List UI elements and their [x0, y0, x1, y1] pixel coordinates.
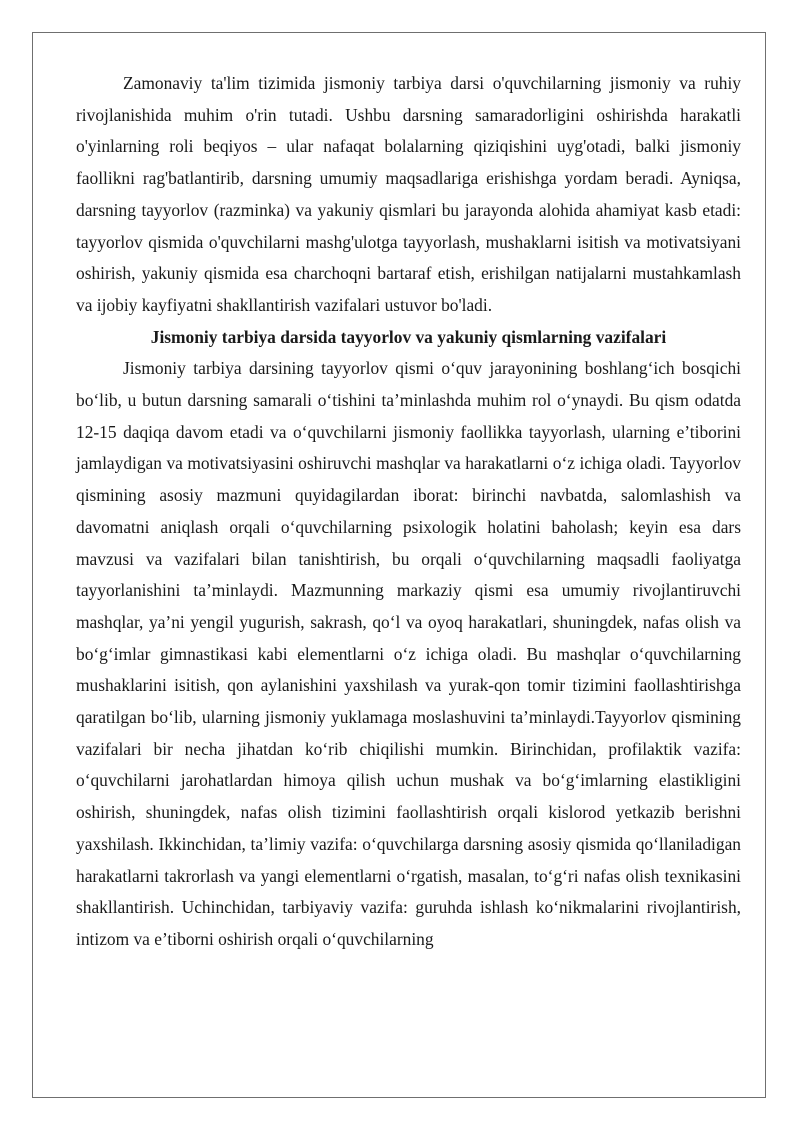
body-paragraph: Jismoniy tarbiya darsining tayyorlov qismi o‘quv jarayonining boshlang‘ich bosqichi bo‘lib, u butun darsning samarali o‘tishini ta’minlashda muhim rol o‘ynaydi. Bu qism odatda 12-15 daqiqa davom etadi va o‘quvchilarni jismoniy faollikka tayyorlash, ularning e’tiborini jamlaydigan va motivatsiyasini oshiruvchi mashqlar va harakatlarni o‘z ichiga oladi. Tayyorlov qismining asosiy mazmuni quyidagilardan iborat: birinchi navbatda, salomlashish va davomatni aniqlash orqali o‘quvchilarning psixologik holatini baholash; keyin esa dars mavzusi va vazifalari bilan tanishtirish, bu orqali o‘quvchilarning maqsadli faoliyatga tayyorlanishini ta’minlaydi. Mazmunning markaziy qismi esa umumiy rivojlantiruvchi mashqlar, ya’ni yengil yugurish, sakrash, qo‘l va oyoq harakatlari, shuningdek, nafas olish va bo‘g‘imlar gimnastikasi kabi elementlarni o‘z ichiga oladi. Bu mashqlar o‘quvchilarning mushaklarini isitish, qon aylanishini yaxshilash va yurak-qon tomir tizimini faollashtirishga qaratilgan bo‘lib, ularning jismoniy yuklamaga moslashuvini ta’minlaydi.Tayyorlov qismining vazifalari bir necha jihatdan ko‘rib chiqilishi mumkin. Birinchidan, profilaktik vazifa: o‘quvchilarni jarohatlardan himoya qilish uchun mushak va bo‘g‘imlarning elastikligini oshirish, shuningdek, nafas olish tizimini faollashtirish orqali kislorod yetkazib berishni yaxshilash. Ikkinchidan, ta’limiy vazifa: o‘quvchilarga darsning asosiy qismida qo‘llaniladigan harakatlarni takrorlash va yangi elementlarni o‘rgatish, masalan, to‘g‘ri nafas olish texnikasini shakllantirish. Uchinchidan, tarbiyaviy vazifa: guruhda ishlash ko‘nikmalarini rivojlantirish, intizom va e’tiborni oshirish orqali o‘quvchilarning — [76, 358, 741, 949]
document-body — [76, 68, 741, 956]
intro-paragraph: Zamonaviy ta'lim tizimida jismoniy tarbiya darsi o'quvchilarning jismoniy va ruhiy rivojlanishida muhim o'rin tutadi. Ushbu darsning samaradorligini oshirishda harakatli o'yinlarning roli beqiyos – ular nafaqat bolalarning qiziqishini uyg'otadi, balki jismoniy faollikni rag'batlantirib, darsning umumiy maqsadlariga erishishga yordam beradi. Ayniqsa, darsning tayyorlov (razminka) va yakuniy qismlari bu jarayonda alohida ahamiyat kasb etadi: tayyorlov qismida o'quvchilarni mashg'ulotga tayyorlash, mushaklarni isitish va motivatsiyani oshirish, yakuniy qismida esa charchoqni bartaraf etish, erishilgan natijalarni mustahkamlash va ijobiy kayfiyatni shakllantirish vazifalari ustuvor bo'ladi. — [76, 73, 741, 315]
section-heading: Jismoniy tarbiya darsida tayyorlov va yakuniy qismlarning vazifalari — [150, 326, 667, 347]
